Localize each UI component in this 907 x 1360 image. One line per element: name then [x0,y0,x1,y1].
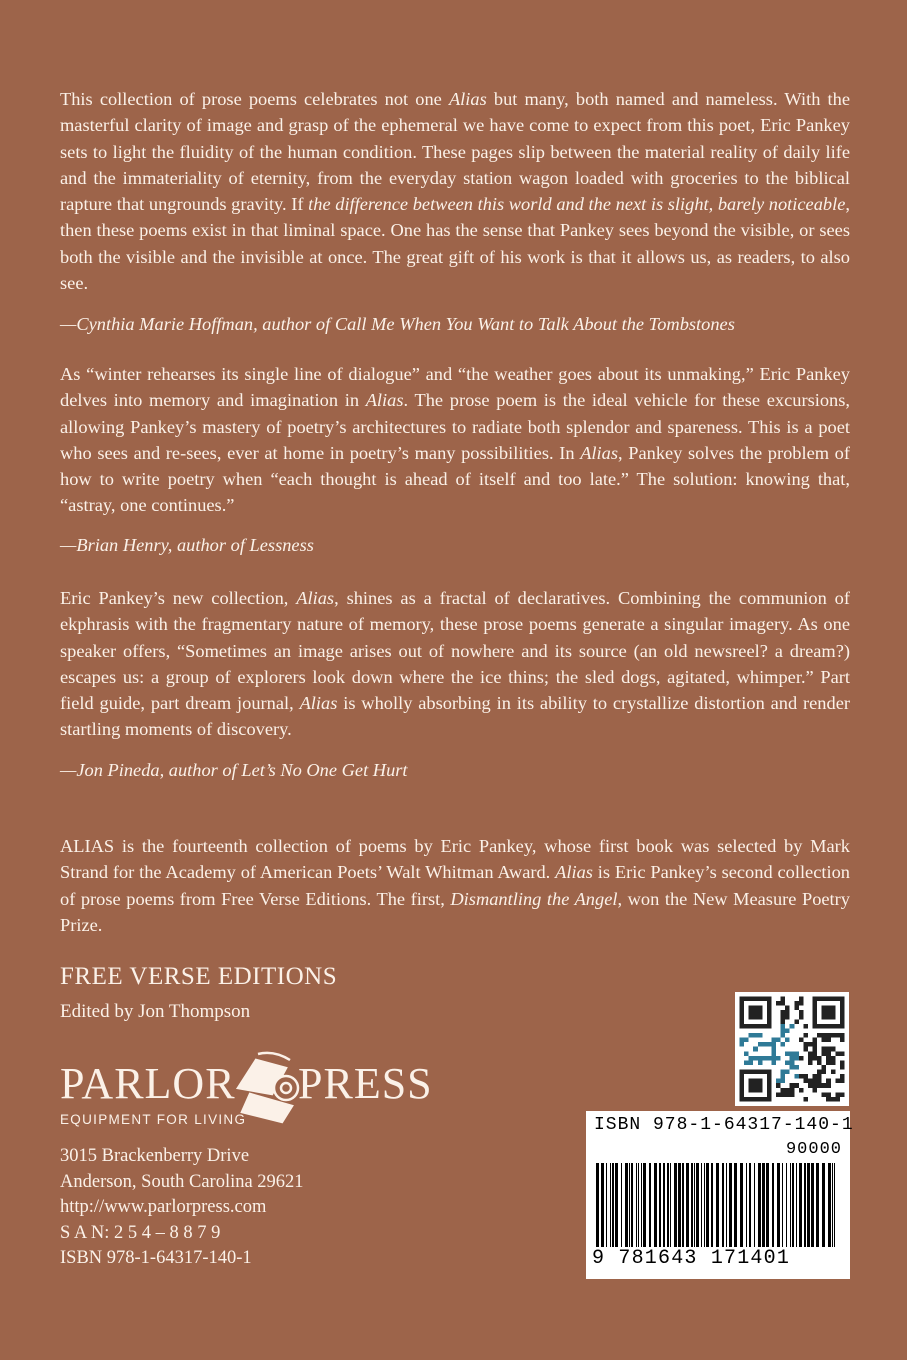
isbn-barcode [586,1111,854,1279]
publisher-address [60,1144,304,1272]
series-editor: Edited by Jon Thompson [60,1001,251,1022]
blurb-text: As “winter rehearses its single line of dialogue” and “the weather goes about its unmaking,” Eric Pankey delves into memory and imagination in [60,364,850,411]
address-isbn: ISBN 978-1-64317-140-1 [60,1248,252,1268]
attribution-pineda: —Jon Pineda, author of Let’s No One Get Hurt [60,760,408,780]
blurb-text: This collection of prose poems celebrates not one [60,89,449,109]
blurb-italic: Alias [296,588,335,608]
attribution-henry: —Brian Henry, author of Lessness [60,535,314,555]
about-text: is Eric Pankey’s second collection of prose poems from Free Verse Editions. The first, [60,862,850,909]
blurb-italic: Alias [580,442,618,463]
blurb-henry [60,361,850,519]
series-title: FREE VERSE EDITIONS [60,963,338,990]
about-text: ALIAS is the fourteenth collection of poems by Eric Pankey, whose first book was selected by Mark Strand for the Academy of American Poets’ Walt Whitman Award. [60,836,850,883]
parlor-press-logo [60,1050,440,1140]
printing-press-icon [238,1053,298,1122]
logo-tagline: EQUIPMENT FOR LIVING [60,1112,247,1127]
blurb-text: Eric Pankey’s new collection, [60,588,297,608]
blurb-italic: Alias [299,693,338,714]
blurb-text: but many, both named and nameless. With the masterful clarity of image and grasp of the ephemeral we have come to expect from this poet, Eric Pankey sets to light the fluidity of the human condition. These pages slip between the material reality of daily life and the immateriality of eternity, from the everyday station wagon loaded with groceries to the biblical rapture that ungrounds gravity. If [60,89,850,215]
blurb-italic: Alias [365,390,404,411]
address-url[interactable]: http://www.parlorpress.com [60,1197,267,1217]
logo-name-left: PARLOR [60,1059,236,1108]
blurb-text: , shines as a fractal of declaratives. Combining the communion of ekphrasis with the fragmentary nature of memory, these prose poems generate a singular imagery. As one speaker offers, “Sometimes an image arises out of nowhere and its source (an old newsreel? a dream?) escapes us: a group of explorers look down where the ice thins; the sled dogs, agitated, whimper.” Part field guide, part dream journal, [60,588,850,714]
blurb-italic: Alias [448,89,487,109]
blurb-text: . The prose poem is the ideal vehicle for these excursions, allowing Pankey’s mastery of poetry’s architectures to radiate both splendor and spareness. This is a poet who sees and re-sees, ever at home in poetry’s many possibilities. In [60,390,850,463]
barcode-bars [596,1163,840,1247]
about-italic: Alias [555,862,593,883]
blurb-text: , Pankey solves the problem of how to write poetry when “each thought is ahead of itself and too late.” The solution: knowing that, “astray, one continues.” [60,442,850,516]
logo-name-right: PRESS [298,1059,433,1108]
about-author [60,833,850,938]
barcode-price-code: 90000 [785,1140,842,1159]
barcode-digits: 9 781643 171401 [592,1247,791,1270]
about-text: , won the New Measure Poetry Prize. [60,888,850,935]
blurb-text: is wholly absorbing in its ability to crystallize distortion and render startling moments of discovery. [60,693,850,740]
blurb-text: , then these poems exist in that liminal space. One has the sense that Pankey sees beyond the visible, or sees both the visible and the invisible at once. The great gift of his work is that it allows us, as readers, to also see. [60,194,850,294]
about-italic: Dismantling the Angel [450,888,618,909]
blurb-hoffman [60,86,850,296]
qr-code [735,992,849,1106]
blurb-pineda [60,585,850,743]
address-city: Anderson, South Carolina 29621 [60,1171,304,1192]
address-street: 3015 Brackenberry Drive [60,1146,250,1166]
address-san: S A N: 2 5 4 – 8 8 7 9 [60,1222,221,1243]
attribution-hoffman: —Cynthia Marie Hoffman, author of Call Me When You Want to Talk About the Tombstones [60,314,735,334]
barcode-isbn-text: ISBN 978-1-64317-140-1 [594,1115,854,1135]
blurb-italic: the difference between this world and the next is slight, barely noticeable [308,194,846,215]
